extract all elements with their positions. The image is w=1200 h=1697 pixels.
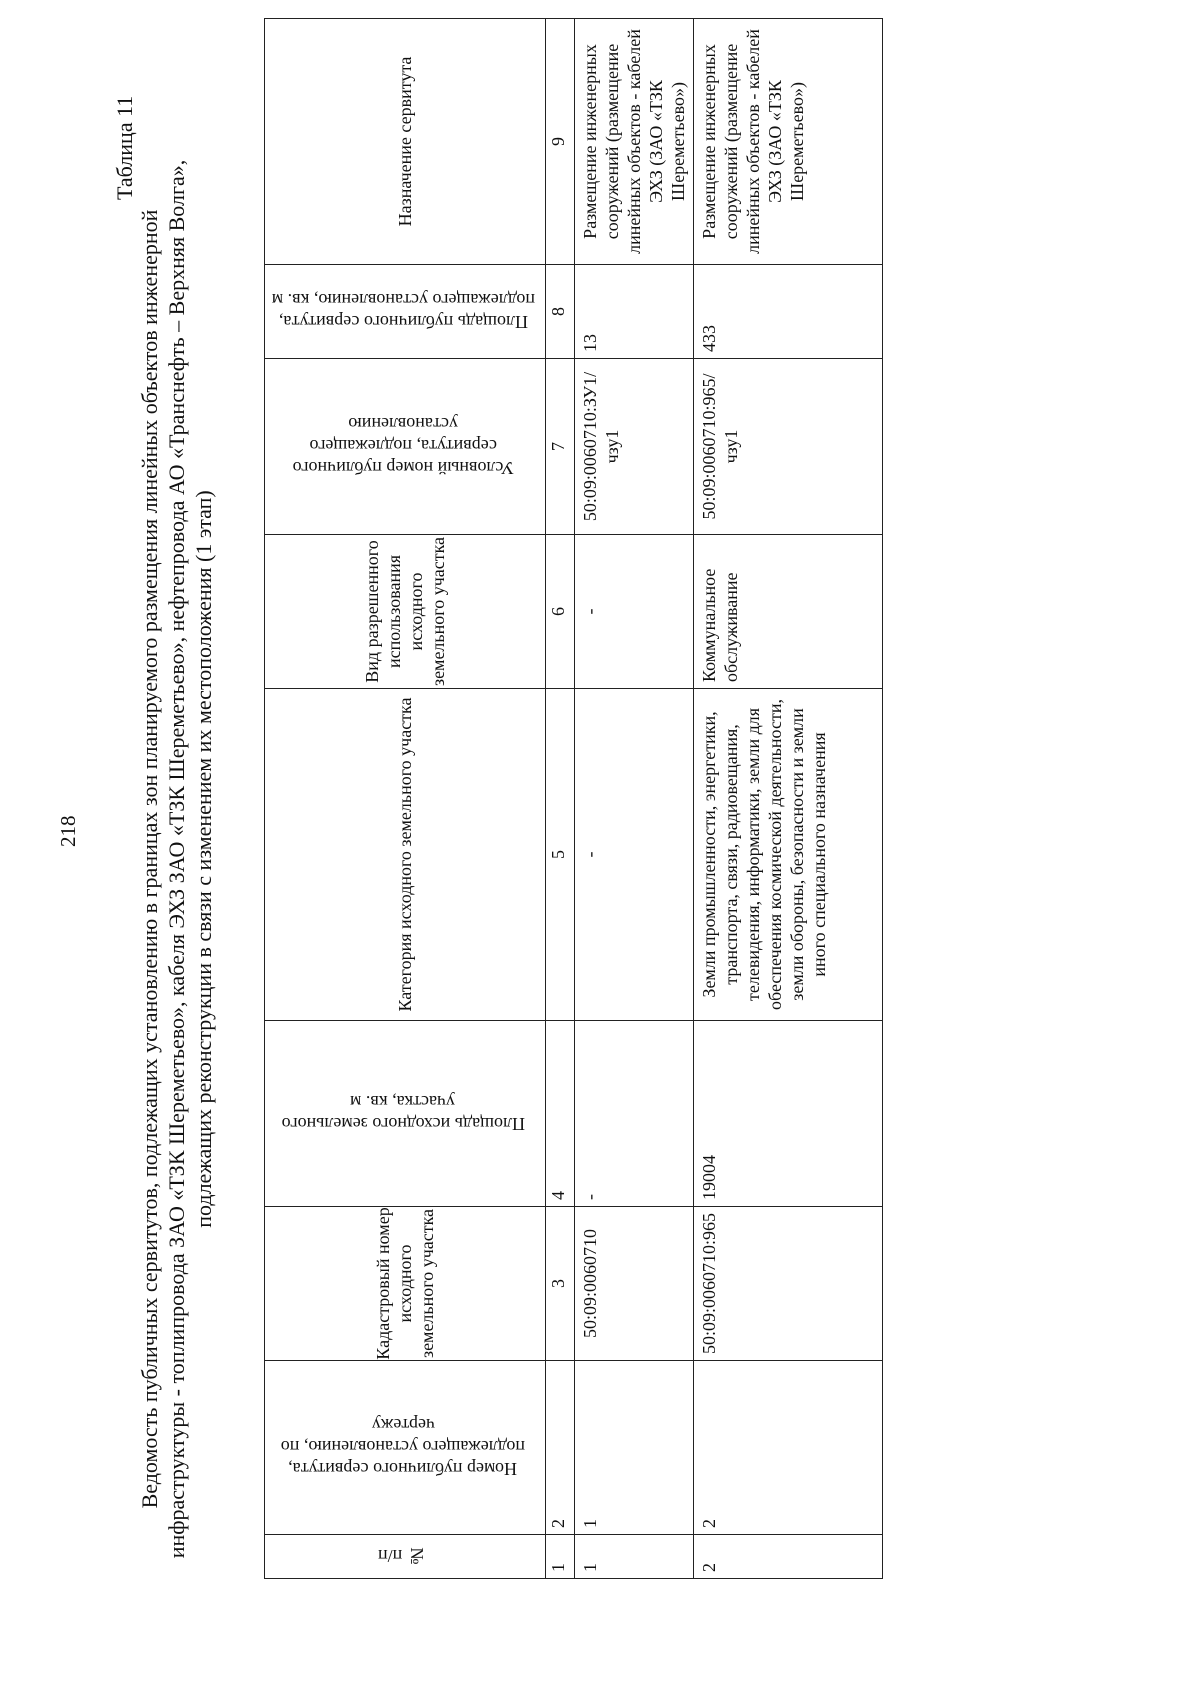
cell-servitude-area: 13 xyxy=(575,264,694,358)
page-number: 218 xyxy=(56,815,80,847)
cell-category: - xyxy=(575,688,694,1020)
column-header xyxy=(265,18,546,264)
column-header-label: Площадь публичного сервитута, подлежащего установлению, кв. м xyxy=(270,290,535,333)
table-row xyxy=(575,18,694,1578)
column-header-label: № п/п xyxy=(378,1546,427,1567)
column-header-label: Площадь исходного земельного участка, кв. м xyxy=(280,1092,525,1135)
cell-conditional-number: 50:09:0060710:965/чзу1 xyxy=(694,358,883,534)
column-header xyxy=(265,1206,546,1360)
cell-purpose: Размещение инженерных сооружений (размещение линейных объектов - кабелей ЭХЗ (ЗАО «ТЗК Шереметьево») xyxy=(575,18,694,264)
cell-servitude-area: 433 xyxy=(694,264,883,358)
cell-area: 19004 xyxy=(694,1020,883,1206)
column-number: 7 xyxy=(546,358,575,534)
column-header-label: Номер публичного сервитута, подлежащего установлению, по чертежу xyxy=(280,1415,525,1480)
column-header xyxy=(265,264,546,358)
cell-cadastral-number: 50:09:0060710:965 xyxy=(694,1206,883,1360)
column-number: 5 xyxy=(546,688,575,1020)
column-header-label: Категория исходного земельного участка xyxy=(395,697,415,1012)
column-number: 4 xyxy=(546,1020,575,1206)
cell-area: - xyxy=(575,1020,694,1206)
table-title: Ведомость публичных сервитутов, подлежащих установлению в границах зон планируемого размещения линейных объектов инженерной инфраструктуры - топлипровода ЗАО «ТЗК Шереметьево», кабеля ЭХЗ ЗАО «ТЗК Шереметьево», нефтепровода АО «Транснефть – Верхняя Волга», подлежащих реконструкции в связи с изменением их местоположения (1 этап) xyxy=(137,159,216,1559)
column-header xyxy=(265,358,546,534)
column-header xyxy=(265,1535,546,1579)
column-header-label: Условный номер публичного сервитута, подлежащего установлению xyxy=(291,414,514,479)
column-header-label: Вид разрешенного использования исходного земельного участка xyxy=(362,536,448,687)
column-header-label: Назначение сервитута xyxy=(395,56,415,227)
column-number: 3 xyxy=(546,1206,575,1360)
column-header xyxy=(265,688,546,1020)
column-header xyxy=(265,534,546,688)
cell-servitude-number: 2 xyxy=(694,1361,883,1535)
cell-number: 1 xyxy=(575,1535,694,1579)
table-row xyxy=(694,18,883,1578)
column-header xyxy=(265,1361,546,1535)
cell-cadastral-number: 50:09:0060710 xyxy=(575,1206,694,1360)
cell-permitted-use: Коммунальное обслуживание xyxy=(694,534,883,688)
cell-category: Земли промышленности, энергетики, транспорта, связи, радиовещания, телевидения, информатики, земли для обеспечения космической деятельности, земли обороны, безопасности и земли иного специального назначения xyxy=(694,688,883,1020)
column-header-label: Кадастровый номер исходного земельного участка xyxy=(373,1207,437,1360)
column-header xyxy=(265,1020,546,1206)
servitude-table xyxy=(264,18,883,1579)
column-number: 1 xyxy=(546,1535,575,1579)
cell-number: 2 xyxy=(694,1535,883,1579)
column-number-row xyxy=(546,18,575,1578)
table-header-row xyxy=(265,18,546,1578)
column-number: 8 xyxy=(546,264,575,358)
cell-purpose: Размещение инженерных сооружений (размещение линейных объектов - кабелей ЭХЗ (ЗАО «ТЗК Шереметьево») xyxy=(694,18,883,264)
column-number: 9 xyxy=(546,18,575,264)
column-number: 2 xyxy=(546,1361,575,1535)
cell-conditional-number: 50:09:0060710:ЗУ1/чзу1 xyxy=(575,358,694,534)
cell-servitude-number: 1 xyxy=(575,1361,694,1535)
column-number: 6 xyxy=(546,534,575,688)
table-label: Таблица 11 xyxy=(112,95,137,200)
cell-permitted-use: - xyxy=(575,534,694,688)
